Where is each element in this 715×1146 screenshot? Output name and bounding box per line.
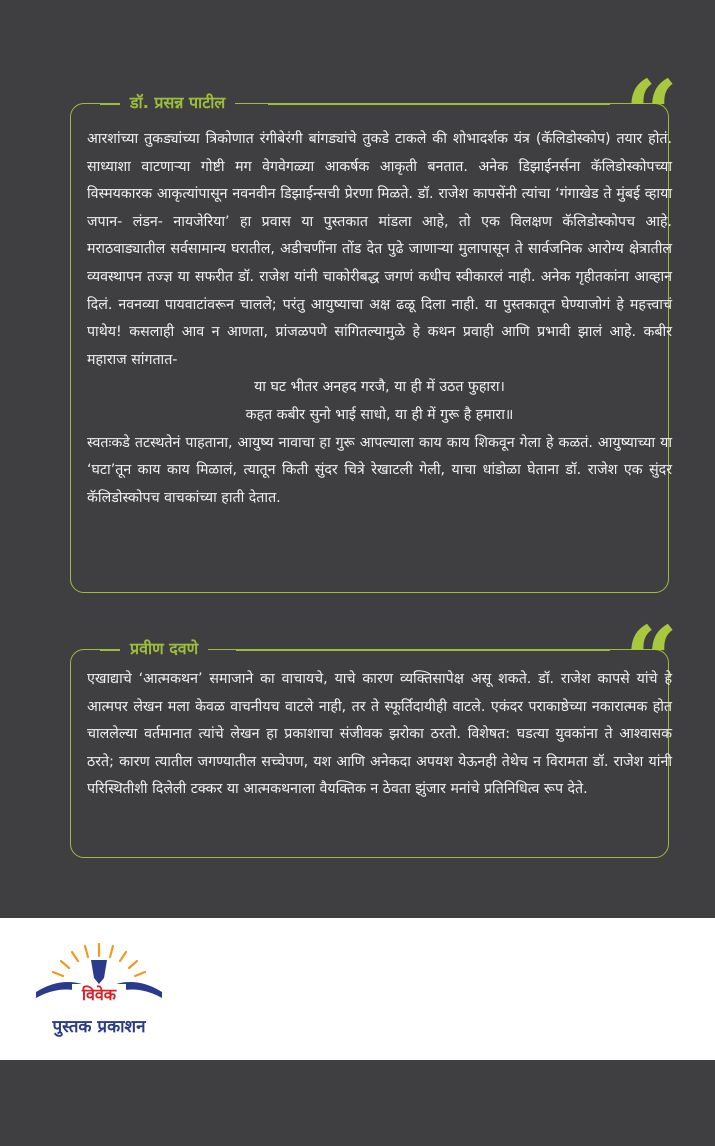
review-2-author: प्रवीण दवणे: [120, 639, 208, 659]
heading-rule-left-2: [100, 649, 120, 651]
quote-mark-icon: “: [625, 606, 678, 714]
heading-rule-right-1: [268, 103, 610, 105]
verse-line-2: कहत कबीर सुनो भाई साधो, या ही में गुरू है हमारा॥: [245, 406, 514, 423]
pen-nib-icon: [91, 960, 107, 984]
verse-line-1: या घट भीतर अनहद गरजै, या ही में उठत फुहारा।: [254, 379, 505, 396]
review-2-body: [87, 666, 672, 804]
review-1-body: [87, 126, 672, 512]
heading-rule-right-2: [236, 649, 610, 651]
review-2-paragraph: एखाद्याचे ‘आत्मकथन’ समाजाने का वाचायचे, याचे कारण व्यक्तिसापेक्ष असू शकते. डॉ. राजेश कापसे यांचे हे आत्मपर लेखन मला केवळ वाचनीयच वाटले नाही, तर ते स्फूर्तिदायीही वाटले. एकंदर पराकाष्ठेच्या नकारात्मक होत चाललेल्या वर्तमानात त्यांचे लेखन हा प्रकाशाचा संजीवक झरोका ठरतो. विशेषत: घडत्या युवकांना ते आश्वासक ठरते; कारण त्यातील जगण्यातील सच्चेपण, यश आणि अनेकदा अपयश येऊनही तेथेच न विरामता डॉ. राजेश यांनी परिस्थितीशी दिलेली टक्कर या आत्मकथनाला वैयक्तिक न ठेवता झुंजार मनांचे प्रतिनिधित्व रूप देते.: [87, 671, 672, 798]
publisher-logo: [36, 938, 162, 1046]
heading-rule-left-1: [100, 103, 120, 105]
review-1-author: डॉ. प्रसन्न पाटील: [120, 93, 235, 113]
review-1-closing: स्वतःकडे तटस्थतेनं पाहताना, आयुष्य नावाचा हा गुरू आपल्याला काय काय शिकवून गेला हे कळतं. आयुष्याच्या या ‘घटा’तून काय काय मिळालं, त्यातून किती सुंदर चित्रे रेखाटली गेली, याचा धांडोळा घेताना डॉ. राजेश एक सुंदर कॅलिडोस्कोपच वाचकांच्या हाती देतात.: [87, 434, 672, 506]
publisher-name: पुस्तक प्रकाशन: [52, 1017, 146, 1037]
review-1-paragraph: आरशांच्या तुकड्यांच्या त्रिकोणात रंगीबेरंगी बांगड्यांचे तुकडे टाकले की शोभादर्शक यंत्र (कॅलिडोस्कोप) तयार होतं. साध्याशा वाटणाऱ्या गोष्टी मग वेगवेगळ्या आकर्षक आकृती बनतात. अनेक डिझाईनर्सना कॅलिडोस्कोपच्या विस्मयकारक आकृत्यांपासून नवनवीन डिझाईन्सची प्रेरणा मिळते. डॉ. राजेश कापसेंनी त्यांचा ‘गंगाखेड ते मुंबई व्हाया जपान- लंडन- नायजेरिया’ हा प्रवास या पुस्तकात मांडला आहे, तो एक विलक्षण कॅलिडोस्कोपच आहे. मराठवाड्यातील सर्वसामान्य घरातील, अडीचणींना तोंड देत पुढे जाणाऱ्या मुलापासून ते सार्वजनिक आरोग्य क्षेत्रातील व्यवस्थापन तज्ज्ञ या सफरीत डॉ. राजेश यांनी चाकोरीबद्ध जगणं कधीच स्वीकारलं नाही. अनेक गृहीतकांना आव्हान दिलं. नवनव्या पायवाटांवरून चालले; परंतु आयुष्याचा अक्ष ढळू दिला नाही. या पुस्तकातून घेण्याजोगं हे महत्त्वाचं पाथेय! कसलाही आव न आणता, प्रांजळपणे सांगितल्यामुळे हे कथन प्रवाही आणि प्रभावी झालं आहे. कबीर महाराज सांगतात-: [87, 131, 672, 368]
quote-mark-icon: “: [625, 60, 678, 168]
publisher-brand: विवेक: [81, 985, 117, 1004]
